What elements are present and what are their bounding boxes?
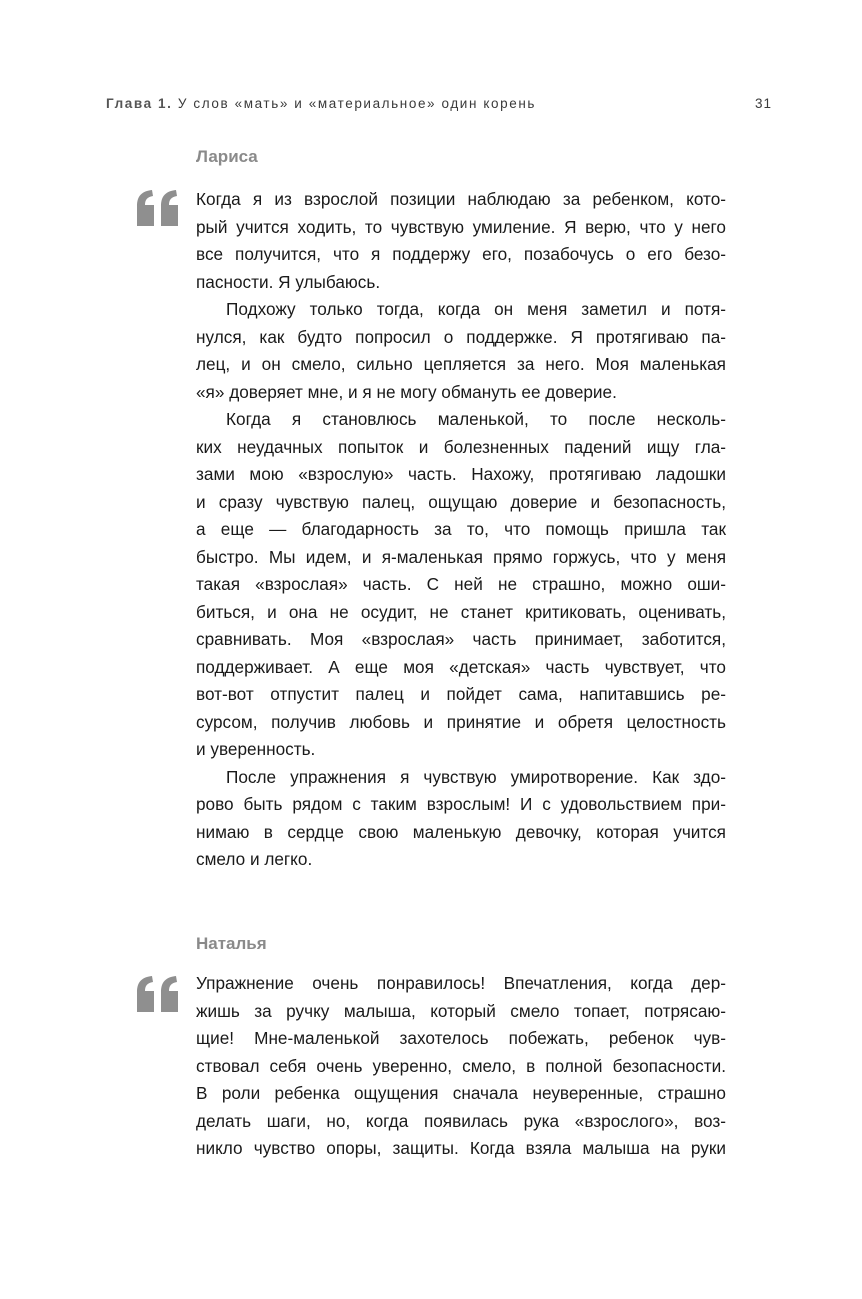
text-line: такая «взрослая» часть. С ней не страшно, можно оши- <box>196 574 726 594</box>
text-line: делать шаги, но, когда появилась рука «взрослого», воз- <box>196 1110 726 1131</box>
text-line: щие! Мне-маленькой захотелось побежать, ребенок чув- <box>196 1028 726 1048</box>
text-line: зами мою «взрослую» часть. Нахожу, протягиваю ладошки <box>196 464 726 484</box>
text-line: Когда я из взрослой позиции наблюдаю за ребенком, кото- <box>196 189 726 209</box>
text-line: рово быть рядом с таким взрослым! И с удовольствием при- <box>196 794 726 814</box>
text-line: нимаю в сердце свою маленькую девочку, которая учится <box>196 821 726 842</box>
text-line: сурсом, получив любовь и принятие и обретя целостность <box>196 711 726 732</box>
text-line: «я» доверяет мне, и я не могу обмануть ее доверие. <box>196 381 617 402</box>
quote-mark-icon <box>134 976 182 1012</box>
text-line: Подхожу только тогда, когда он меня заметил и потя- <box>226 299 726 319</box>
running-head <box>106 96 772 116</box>
testimonial-text <box>196 970 726 1163</box>
text-line: биться, и она не осудит, не станет критиковать, оценивать, <box>196 601 726 622</box>
text-line: пасности. Я улыбаюсь. <box>196 271 381 292</box>
text-line: Когда я становлюсь маленькой, то после несколь- <box>226 409 726 429</box>
chapter-label: Глава 1. <box>106 96 173 111</box>
text-line: В роли ребенка ощущения сначала неуверенные, страшно <box>196 1083 726 1103</box>
page-number: 31 <box>754 96 772 111</box>
text-line: ких неудачных попыток и болезненных падений ищу гла- <box>196 436 726 457</box>
author-name: Наталья <box>196 934 267 953</box>
testimonial-text <box>196 186 726 874</box>
text-line: ствовал себя очень уверенно, смело, в полной безопасности. <box>196 1055 726 1076</box>
text-line: Упражнение очень понравилось! Впечатления, когда дер- <box>196 973 726 993</box>
text-line: жишь за ручку малыша, который смело топает, потрясаю- <box>196 1000 726 1021</box>
text-line: поддерживает. А еще моя «детская» часть чувствует, что <box>196 656 726 677</box>
quote-mark-icon <box>134 190 182 226</box>
text-line: сравнивать. Моя «взрослая» часть принимает, заботится, <box>196 629 726 649</box>
text-line: лец, и он смело, сильно цепляется за него. Моя маленькая <box>196 354 726 374</box>
text-line: а еще — благодарность за то, что помощь пришла так <box>196 519 726 539</box>
text-line: смело и легко. <box>196 849 313 869</box>
text-line: и уверенность. <box>196 739 316 759</box>
text-line: вот-вот отпустит палец и пойдет сама, напитавшись ре- <box>196 684 726 704</box>
text-line: никло чувство опоры, защиты. Когда взяла малыша на руки <box>196 1138 726 1158</box>
text-line: нулся, как будто попросил о поддержке. Я протягиваю па- <box>196 326 726 347</box>
text-line: После упражнения я чувствую умиротворение. Как здо- <box>226 766 726 787</box>
author-name: Лариса <box>196 147 258 166</box>
text-line: и сразу чувствую палец, ощущаю доверие и безопасность, <box>196 491 726 512</box>
chapter-title: У слов «мать» и «материальное» один корень <box>177 96 537 111</box>
text-line: быстро. Мы идем, и я-маленькая прямо горжусь, что у меня <box>196 546 726 567</box>
text-line: рый учится ходить, то чувствую умиление. Я верю, что у него <box>196 216 726 237</box>
text-line: все получится, что я поддержу его, позабочусь о его безо- <box>196 244 726 264</box>
